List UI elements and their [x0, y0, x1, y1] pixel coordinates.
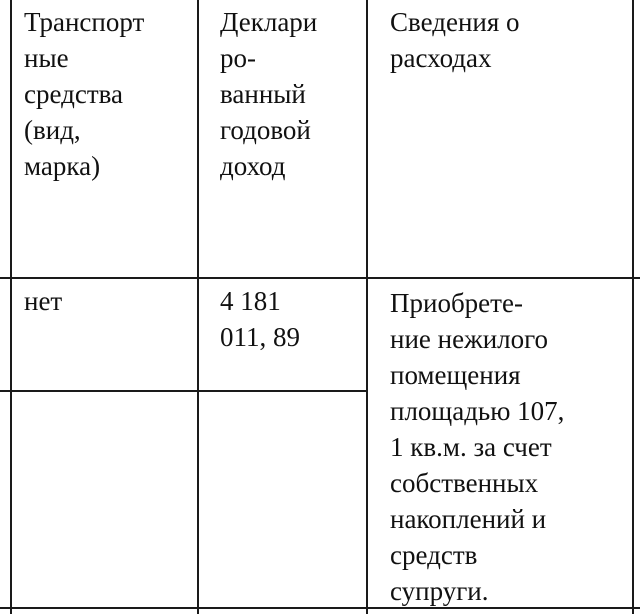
header-bottom-border — [0, 277, 640, 279]
row1-transport: нет — [24, 286, 63, 316]
row1-expenses: Приобрете- ние нежилого помещения площадью 107, 1 кв.м. за счет собственных накоплений и средств супруги. — [390, 288, 565, 606]
header-income: Деклари ро- ванный годовой доход — [220, 7, 318, 181]
row1-income: 4 181 011, 89 — [220, 286, 300, 352]
table-border-right — [632, 0, 634, 614]
column-divider-2 — [366, 0, 368, 614]
header-transport: Транспорт ные средства (вид, марка) — [24, 7, 145, 181]
table-border-left — [10, 0, 12, 614]
column-divider-1 — [197, 0, 199, 614]
header-expenses: Сведения о расходах — [390, 7, 520, 73]
row-divider — [0, 390, 367, 392]
